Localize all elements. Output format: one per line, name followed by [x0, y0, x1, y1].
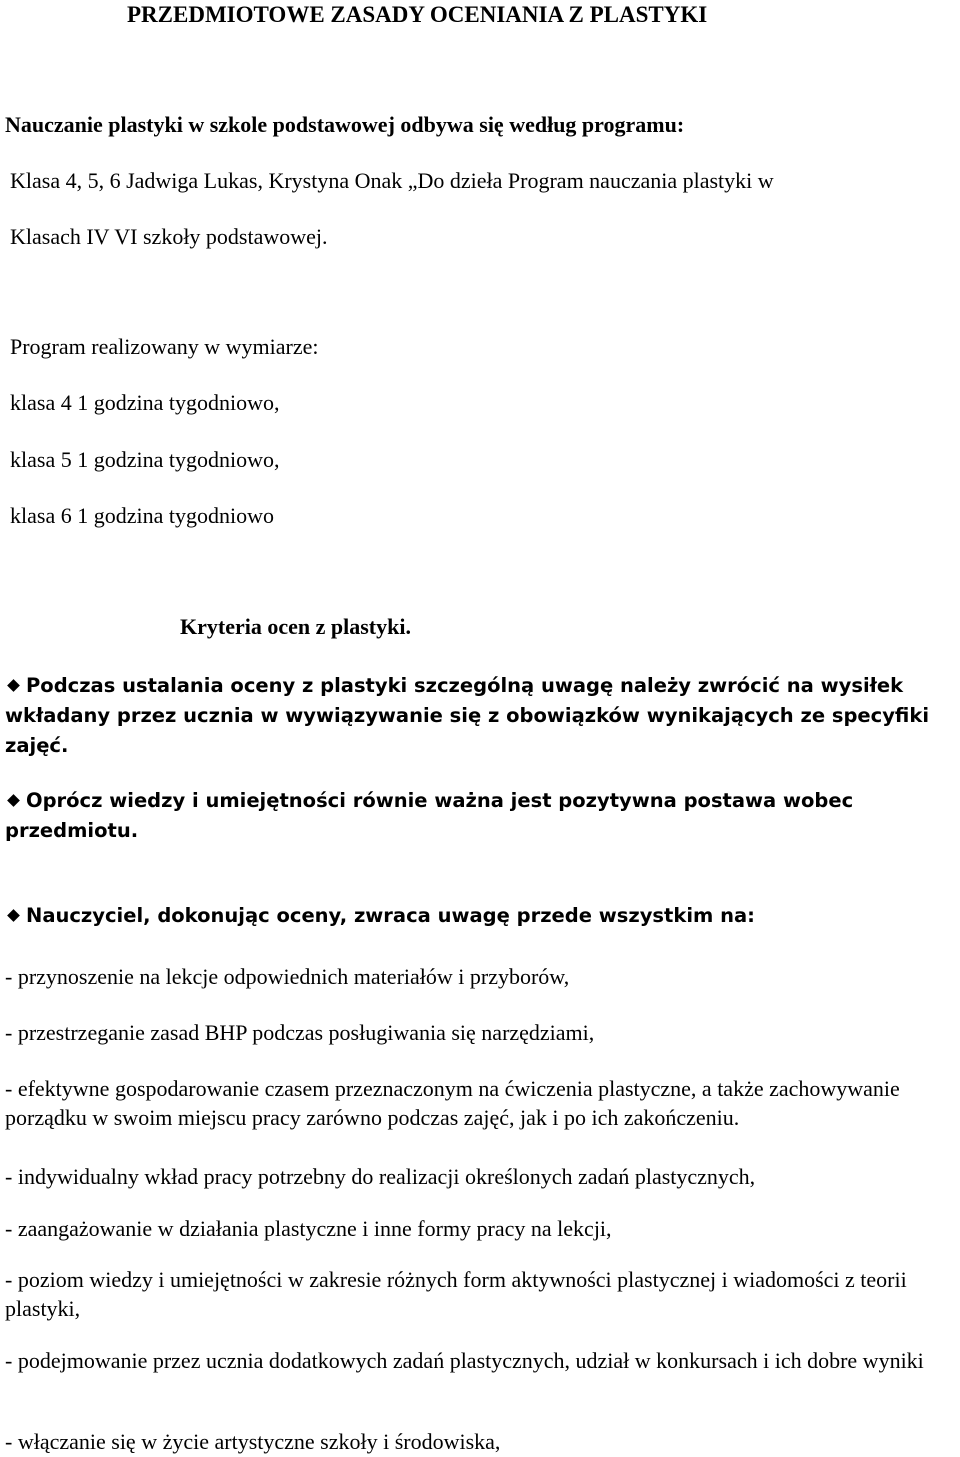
- program-heading: Nauczanie plastyki w szkole podstawowej odbywa się według programu:: [5, 112, 685, 137]
- criteria-item: - podejmowanie przez ucznia dodatkowych zadań plastycznych, udział w konkursach i ich dobre wyniki: [5, 1348, 924, 1373]
- criteria-item: - poziom wiedzy i umiejętności w zakresie różnych form aktywności plastycznej i wiadomości z teorii plastyki,: [5, 1267, 907, 1321]
- criteria-item: - indywidualny wkład pracy potrzebny do realizacji określonych zadań plastycznych,: [5, 1164, 756, 1189]
- criteria-heading: Kryteria ocen z plastyki.: [180, 614, 411, 639]
- criteria-bullet-text: Oprócz wiedzy i umiejętności równie ważna jest pozytywna postawa wobec przedmiotu.: [5, 789, 854, 842]
- criteria-item: - przestrzeganie zasad BHP podczas posługiwania się narzędziami,: [5, 1020, 595, 1045]
- schedule-item: klasa 6 1 godzina tygodniowo: [10, 503, 274, 528]
- program-line-1: Klasa 4, 5, 6 Jadwiga Lukas, Krystyna Onak „Do dzieła Program nauczania plastyki w: [10, 168, 774, 193]
- criteria-item: - efektywne gospodarowanie czasem przeznaczonym na ćwiczenia plastyczne, a także zachowywanie porządku w swoim miejscu pracy zarówno podczas zajęć, jak i po ich zakończeniu.: [5, 1076, 900, 1130]
- criteria-bullet: [5, 901, 950, 931]
- diamond-bullet-icon: [7, 794, 20, 807]
- diamond-bullet-icon: [7, 679, 20, 692]
- schedule-heading: Program realizowany w wymiarze:: [10, 334, 319, 359]
- criteria-bullet: [5, 786, 950, 846]
- criteria-bullet: [5, 671, 950, 761]
- criteria-item: - przynoszenie na lekcje odpowiednich materiałów i przyborów,: [5, 964, 570, 989]
- schedule-item: klasa 4 1 godzina tygodniowo,: [10, 390, 280, 415]
- criteria-item: - zaangażowanie w działania plastyczne i inne formy pracy na lekcji,: [5, 1216, 612, 1241]
- criteria-bullet-text: Podczas ustalania oceny z plastyki szczególną uwagę należy zwrócić na wysiłek wkładany przez ucznia w wywiązywanie się z obowiązków wynikających ze specyfiki zajęć.: [5, 674, 930, 757]
- page-title: PRZEDMIOTOWE ZASADY OCENIANIA Z PLASTYKI: [127, 2, 708, 27]
- criteria-bullet-text: Nauczyciel, dokonując oceny, zwraca uwagę przede wszystkim na:: [26, 904, 755, 927]
- criteria-item: - włączanie się w życie artystyczne szkoły i środowiska,: [5, 1429, 501, 1454]
- diamond-bullet-icon: [7, 909, 20, 922]
- schedule-item: klasa 5 1 godzina tygodniowo,: [10, 447, 280, 472]
- program-line-2: Klasach IV VI szkoły podstawowej.: [10, 224, 328, 249]
